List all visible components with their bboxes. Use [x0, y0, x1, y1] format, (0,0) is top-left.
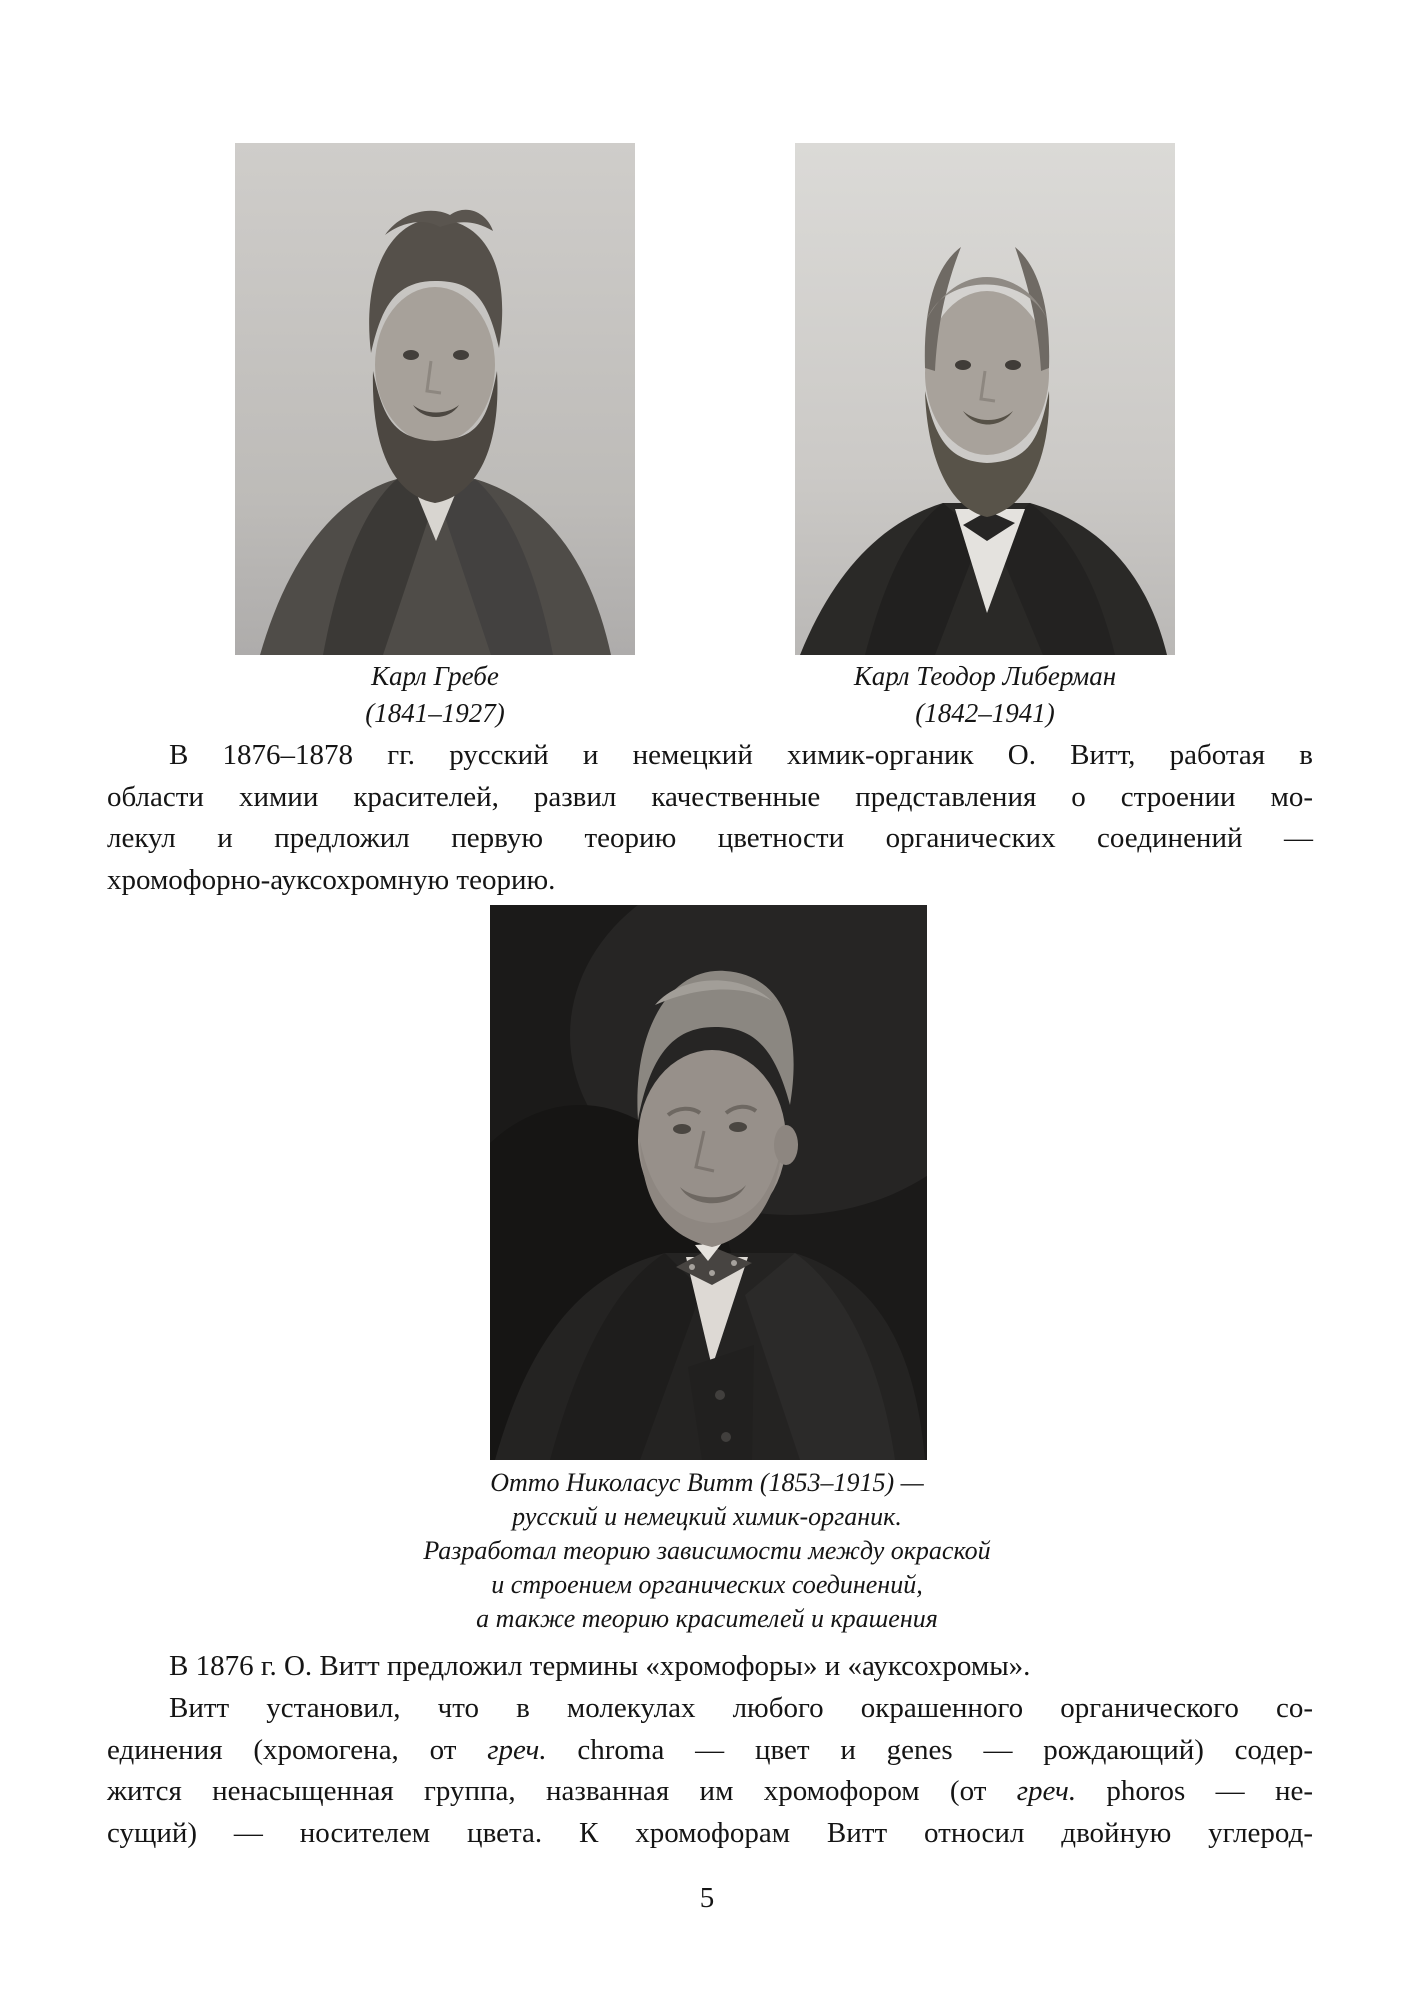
text-segment: В 1876 г. О. Витт предложил термины «хромофоры» и «ауксохромы».	[169, 1650, 1031, 1682]
italic-text-segment: греч.	[1016, 1775, 1077, 1807]
text-line	[107, 777, 1313, 819]
text-segment: лекул и предложил первую теорию цветности органических соединений —	[107, 822, 1313, 854]
text-segment: хромофорно-ауксохромную теорию.	[107, 863, 556, 896]
caption-witt-line-3: Разработал теорию зависимости между окраской	[423, 1536, 991, 1565]
portrait-liebermann-illustration	[795, 143, 1175, 655]
text-segment: chroma — цвет и genes — рождающий) содер-	[546, 1733, 1314, 1766]
caption-liebermann	[770, 658, 1200, 732]
paragraph-witt-theory	[107, 735, 1313, 901]
page-number: 5	[699, 1882, 715, 1914]
caption-witt	[307, 1466, 1107, 1636]
text-segment: phoros — не-	[1076, 1775, 1313, 1807]
text-segment: Витт установил, что в молекулах любого окрашенного органического со-	[169, 1692, 1313, 1724]
caption-liebermann-name: Карл Теодор Либерман	[853, 661, 1117, 691]
caption-liebermann-years: (1842–1941)	[915, 698, 1055, 728]
text-line	[107, 1688, 1313, 1730]
paragraph-chromophore	[107, 1688, 1313, 1854]
text-segment: В 1876–1878 гг. русский и немецкий химик-органик О. Витт, работая в	[169, 739, 1313, 771]
portrait-photo-liebermann	[795, 143, 1175, 655]
caption-graebe	[215, 658, 655, 732]
text-line	[107, 735, 1313, 777]
caption-witt-line-4: и строением органических соединений,	[491, 1570, 923, 1599]
text-segment: единения (хромогена, от	[107, 1733, 488, 1766]
text-segment: сущий) — носителем цвета. К хромофорам Витт относил двойную углерод-	[107, 1816, 1313, 1849]
text-segment: области химии красителей, развил качественные представления о строении мо-	[107, 780, 1313, 813]
paragraph-terms	[107, 1646, 1313, 1688]
text-line	[107, 1771, 1313, 1813]
caption-graebe-years: (1841–1927)	[365, 698, 505, 728]
caption-witt-line-2: русский и немецкий химик-органик.	[512, 1502, 902, 1531]
caption-witt-line-5: а также теорию красителей и крашения	[476, 1604, 938, 1633]
portrait-witt-illustration	[490, 905, 927, 1460]
text-segment: жится ненасыщенная группа, названная им хромофором (от	[107, 1775, 1017, 1807]
text-line	[107, 860, 1313, 902]
caption-witt-line-1: Отто Николасус Витт (1853–1915) —	[490, 1468, 924, 1497]
italic-text-segment: греч.	[487, 1733, 547, 1766]
text-line	[107, 1646, 1313, 1688]
text-line	[107, 818, 1313, 860]
portrait-graebe-illustration	[235, 143, 635, 655]
caption-graebe-name: Карл Гребе	[371, 661, 499, 691]
text-line	[107, 1730, 1313, 1772]
portrait-photo-witt	[490, 905, 927, 1460]
portrait-photo-graebe	[235, 143, 635, 655]
text-line	[107, 1813, 1313, 1855]
